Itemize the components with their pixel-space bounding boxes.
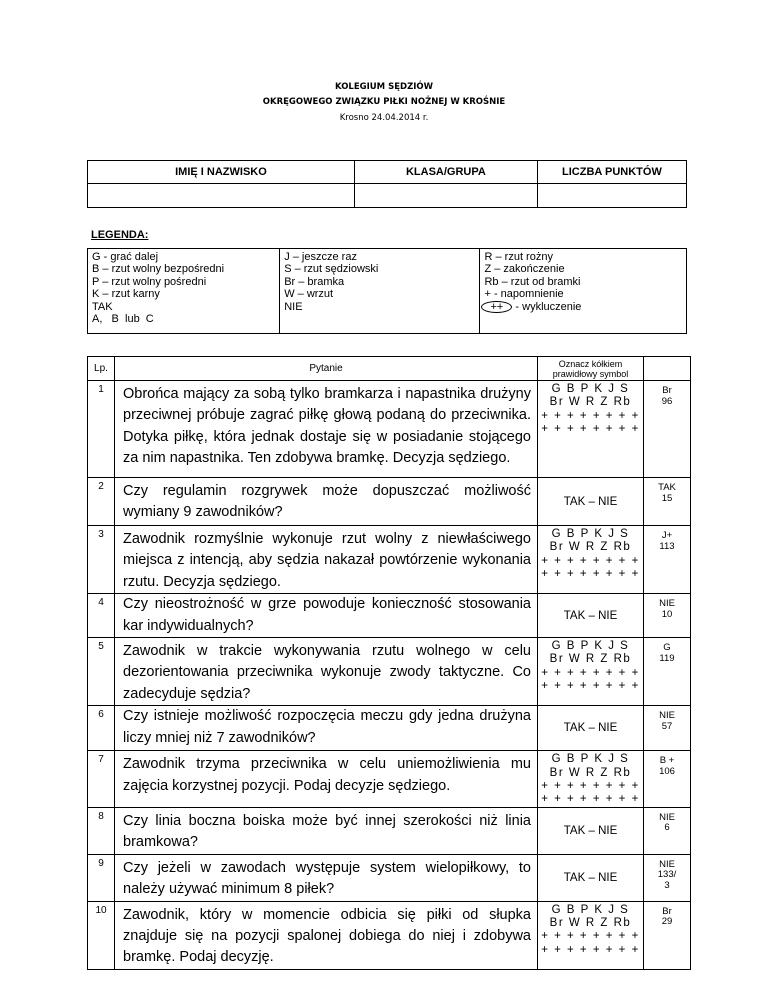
answer-line: B +	[659, 755, 675, 767]
answer-line: NIE	[659, 598, 675, 610]
tak-nie-choice[interactable]: TAK – NIE	[538, 706, 644, 751]
answer-key	[644, 751, 691, 808]
answer-key	[644, 807, 691, 854]
row-number: 10	[88, 901, 115, 969]
header-org-line1: KOLEGIUM SĘDZIÓW	[334, 82, 434, 92]
symbol-line: Br W R Z Rb	[549, 396, 632, 409]
question-text: Zawodnik w trakcie wykonywania rzutu wolnego w celu dezorientowania przeciwnika wykonuje zwody taktyczne. Co zadecyduje sędzia?	[115, 638, 538, 706]
legend-item: R – rzut rożny	[484, 251, 553, 263]
symbol-line: + + + + + + + +	[541, 793, 640, 806]
symbol-choice[interactable]	[538, 638, 644, 706]
answer-key	[644, 901, 691, 969]
question-row	[88, 638, 691, 706]
legend-item: TAK	[92, 300, 113, 313]
legend-item: P – rzut wolny pośredni	[92, 275, 207, 288]
symbol-choice[interactable]	[538, 901, 644, 969]
answer-line: Br	[662, 385, 672, 396]
legend-item: + - napomnienie	[484, 288, 564, 301]
tak-nie-choice[interactable]: TAK – NIE	[538, 594, 644, 638]
question-text: Czy regulamin rozgrywek może dopuszczać możliwość wymiany 9 zawodników?	[115, 478, 538, 526]
exclusion-symbol: ++	[481, 301, 512, 313]
points-field[interactable]	[537, 184, 686, 208]
legend-item: Z – zakończenie	[484, 263, 565, 276]
symbol-choice[interactable]	[538, 751, 644, 808]
question-row	[88, 807, 691, 854]
header-org-line2: OKRĘGOWEGO ZWIĄZKU PIŁKI NOŻNEJ W KROŚNIE	[262, 97, 506, 107]
answer-line: 96	[661, 395, 673, 407]
question-row	[88, 706, 691, 751]
question-text: Czy linia boczna boiska może być innej szerokości niż linia bramkowa?	[115, 807, 538, 854]
question-text: Obrońca mający za sobą tylko bramkarza i napastnika drużyny przeciwnej próbuje zagrać piłkę głową podaną do przeciwnika. Dotyka piłkę, która jednak dostaje się w posiadanie stojącego za nim napastnika. Ten zdobywa bramkę. Decyzja sędziego.	[115, 381, 538, 478]
header-lp: Lp.	[88, 357, 115, 381]
question-row	[88, 381, 691, 478]
legend-item: A, B lub C	[92, 313, 154, 326]
symbol-line: + + + + + + + +	[541, 423, 640, 436]
symbol-line: + + + + + + + +	[541, 554, 640, 567]
row-number: 8	[88, 807, 115, 854]
legend-col3	[480, 249, 687, 334]
symbol-choice[interactable]	[538, 381, 644, 478]
symbol-line: G B P K J S	[551, 383, 630, 395]
header-symbol	[538, 357, 644, 381]
symbol-line: Br W R Z Rb	[549, 541, 632, 554]
answer-line: 133/	[657, 869, 677, 881]
answer-line: J+	[661, 530, 673, 541]
legend-item: S – rzut sędziowski	[284, 263, 379, 276]
answer-line: 10	[661, 608, 673, 620]
answer-line: 106	[659, 765, 675, 777]
legend-table	[87, 248, 687, 334]
symbol-line: G B P K J S	[551, 528, 630, 540]
question-text: Zawodnik trzyma przeciwnika w celu uniemożliwienia mu zajęcia korzystnej pozycji. Podaj decyzje sędziego.	[115, 751, 538, 808]
question-text: Zawodnik, który w momencie odbicia się piłki od słupka znajduje się na pozycji spalonej dobiega do niej i zdobywa bramkę. Podaj decyzję.	[115, 901, 538, 969]
answer-key	[644, 638, 691, 706]
tak-nie-choice[interactable]: TAK – NIE	[538, 807, 644, 854]
legend-item: G - grać dalej	[92, 251, 159, 263]
symbol-line: + + + + + + + +	[541, 943, 640, 956]
answer-line: 113	[659, 540, 675, 552]
symbol-line: Br W R Z Rb	[549, 766, 632, 779]
header-answer	[644, 357, 691, 381]
row-number: 1	[88, 381, 115, 478]
row-number: 7	[88, 751, 115, 808]
question-row	[88, 751, 691, 808]
symbol-line: + + + + + + + +	[541, 780, 640, 793]
answer-line: 29	[661, 916, 673, 927]
header-date: Krosno 24.04.2014 r.	[339, 113, 429, 123]
name-label: IMIĘ I NAZWISKO	[88, 161, 355, 184]
answer-line: 119	[659, 652, 675, 664]
symbol-line: + + + + + + + +	[541, 930, 640, 943]
answer-key	[644, 594, 691, 638]
symbol-line: Br W R Z Rb	[549, 653, 632, 666]
legend-item: Br – bramka	[284, 275, 345, 288]
answer-line: NIE	[659, 858, 675, 870]
answer-line: Br	[662, 905, 672, 917]
legend-col2	[280, 249, 480, 334]
symbol-line: Br W R Z Rb	[549, 916, 632, 929]
legend-item: NIE	[284, 300, 303, 313]
answer-line: 15	[661, 492, 673, 504]
symbol-line: + + + + + + + +	[541, 666, 640, 679]
symbol-line: + + + + + + + +	[541, 680, 640, 693]
tak-nie-choice[interactable]: TAK – NIE	[538, 854, 644, 901]
legend-item: K – rzut karny	[92, 288, 160, 301]
answer-key	[644, 478, 691, 526]
legend-item: W – wrzut	[284, 288, 334, 301]
legend-item: J – jeszcze raz	[284, 251, 357, 263]
answer-key	[644, 706, 691, 751]
row-number: 9	[88, 854, 115, 901]
student-info-table	[87, 160, 687, 208]
question-row	[88, 526, 691, 594]
question-row	[88, 594, 691, 638]
row-number: 5	[88, 638, 115, 706]
symbol-line: G B P K J S	[551, 903, 630, 916]
row-number: 4	[88, 594, 115, 638]
question-text: Czy nieostrożność w grze powoduje konieczność stosowania kar indywidualnych?	[115, 594, 538, 638]
question-text: Zawodnik rozmyślnie wykonuje rzut wolny z niewłaściwego miejsca z intencją, aby sędzia nakazał powtórzenie wykonania rzutu. Decyzja sędziego.	[115, 526, 538, 594]
tak-nie-choice[interactable]: TAK – NIE	[538, 478, 644, 526]
answer-key	[644, 854, 691, 901]
question-text: Czy istnieje możliwość rozpoczęcia meczu gdy jedna drużyna liczy mniej niż 7 zawodników?	[115, 706, 538, 751]
symbol-line: G B P K J S	[551, 753, 630, 766]
answer-line: NIE	[659, 811, 675, 823]
legend-item: B – rzut wolny bezpośredni	[92, 263, 225, 276]
header-symbol-line2: prawidłowy symbol	[552, 368, 629, 379]
header-symbol-line1: Oznacz kółkiem	[558, 358, 623, 369]
question-text: Czy jeżeli w zawodach występuje system wielopiłkowy, to należy używać minimum 8 piłek?	[115, 854, 538, 901]
question-row	[88, 901, 691, 969]
question-row	[88, 854, 691, 901]
row-number: 2	[88, 478, 115, 526]
exclusion-text: - wykluczenie	[515, 300, 582, 313]
answer-key	[644, 526, 691, 594]
header-question: Pytanie	[115, 357, 538, 381]
answer-line: 57	[661, 720, 673, 732]
symbol-line: G B P K J S	[551, 640, 630, 653]
answer-line: 3	[664, 879, 670, 891]
questions-table	[87, 356, 691, 970]
class-field[interactable]	[354, 184, 537, 208]
legend-item-exclusion	[484, 301, 684, 313]
legend-title: LEGENDA:	[91, 229, 149, 241]
legend-item: Rb – rzut od bramki	[484, 275, 581, 288]
row-number: 6	[88, 706, 115, 751]
answer-line: TAK	[658, 482, 676, 493]
answer-line: 6	[664, 822, 670, 834]
points-label: LICZBA PUNKTÓW	[537, 161, 686, 184]
row-number: 3	[88, 526, 115, 594]
symbol-line: + + + + + + + +	[541, 409, 640, 422]
symbol-choice[interactable]	[538, 526, 644, 594]
class-label: KLASA/GRUPA	[354, 161, 537, 184]
answer-line: NIE	[659, 710, 675, 722]
symbol-line: + + + + + + + +	[541, 568, 640, 581]
name-field[interactable]	[88, 184, 355, 208]
answer-key	[644, 381, 691, 478]
question-row	[88, 478, 691, 526]
answer-line: G	[663, 642, 671, 654]
legend-col1	[88, 249, 280, 334]
